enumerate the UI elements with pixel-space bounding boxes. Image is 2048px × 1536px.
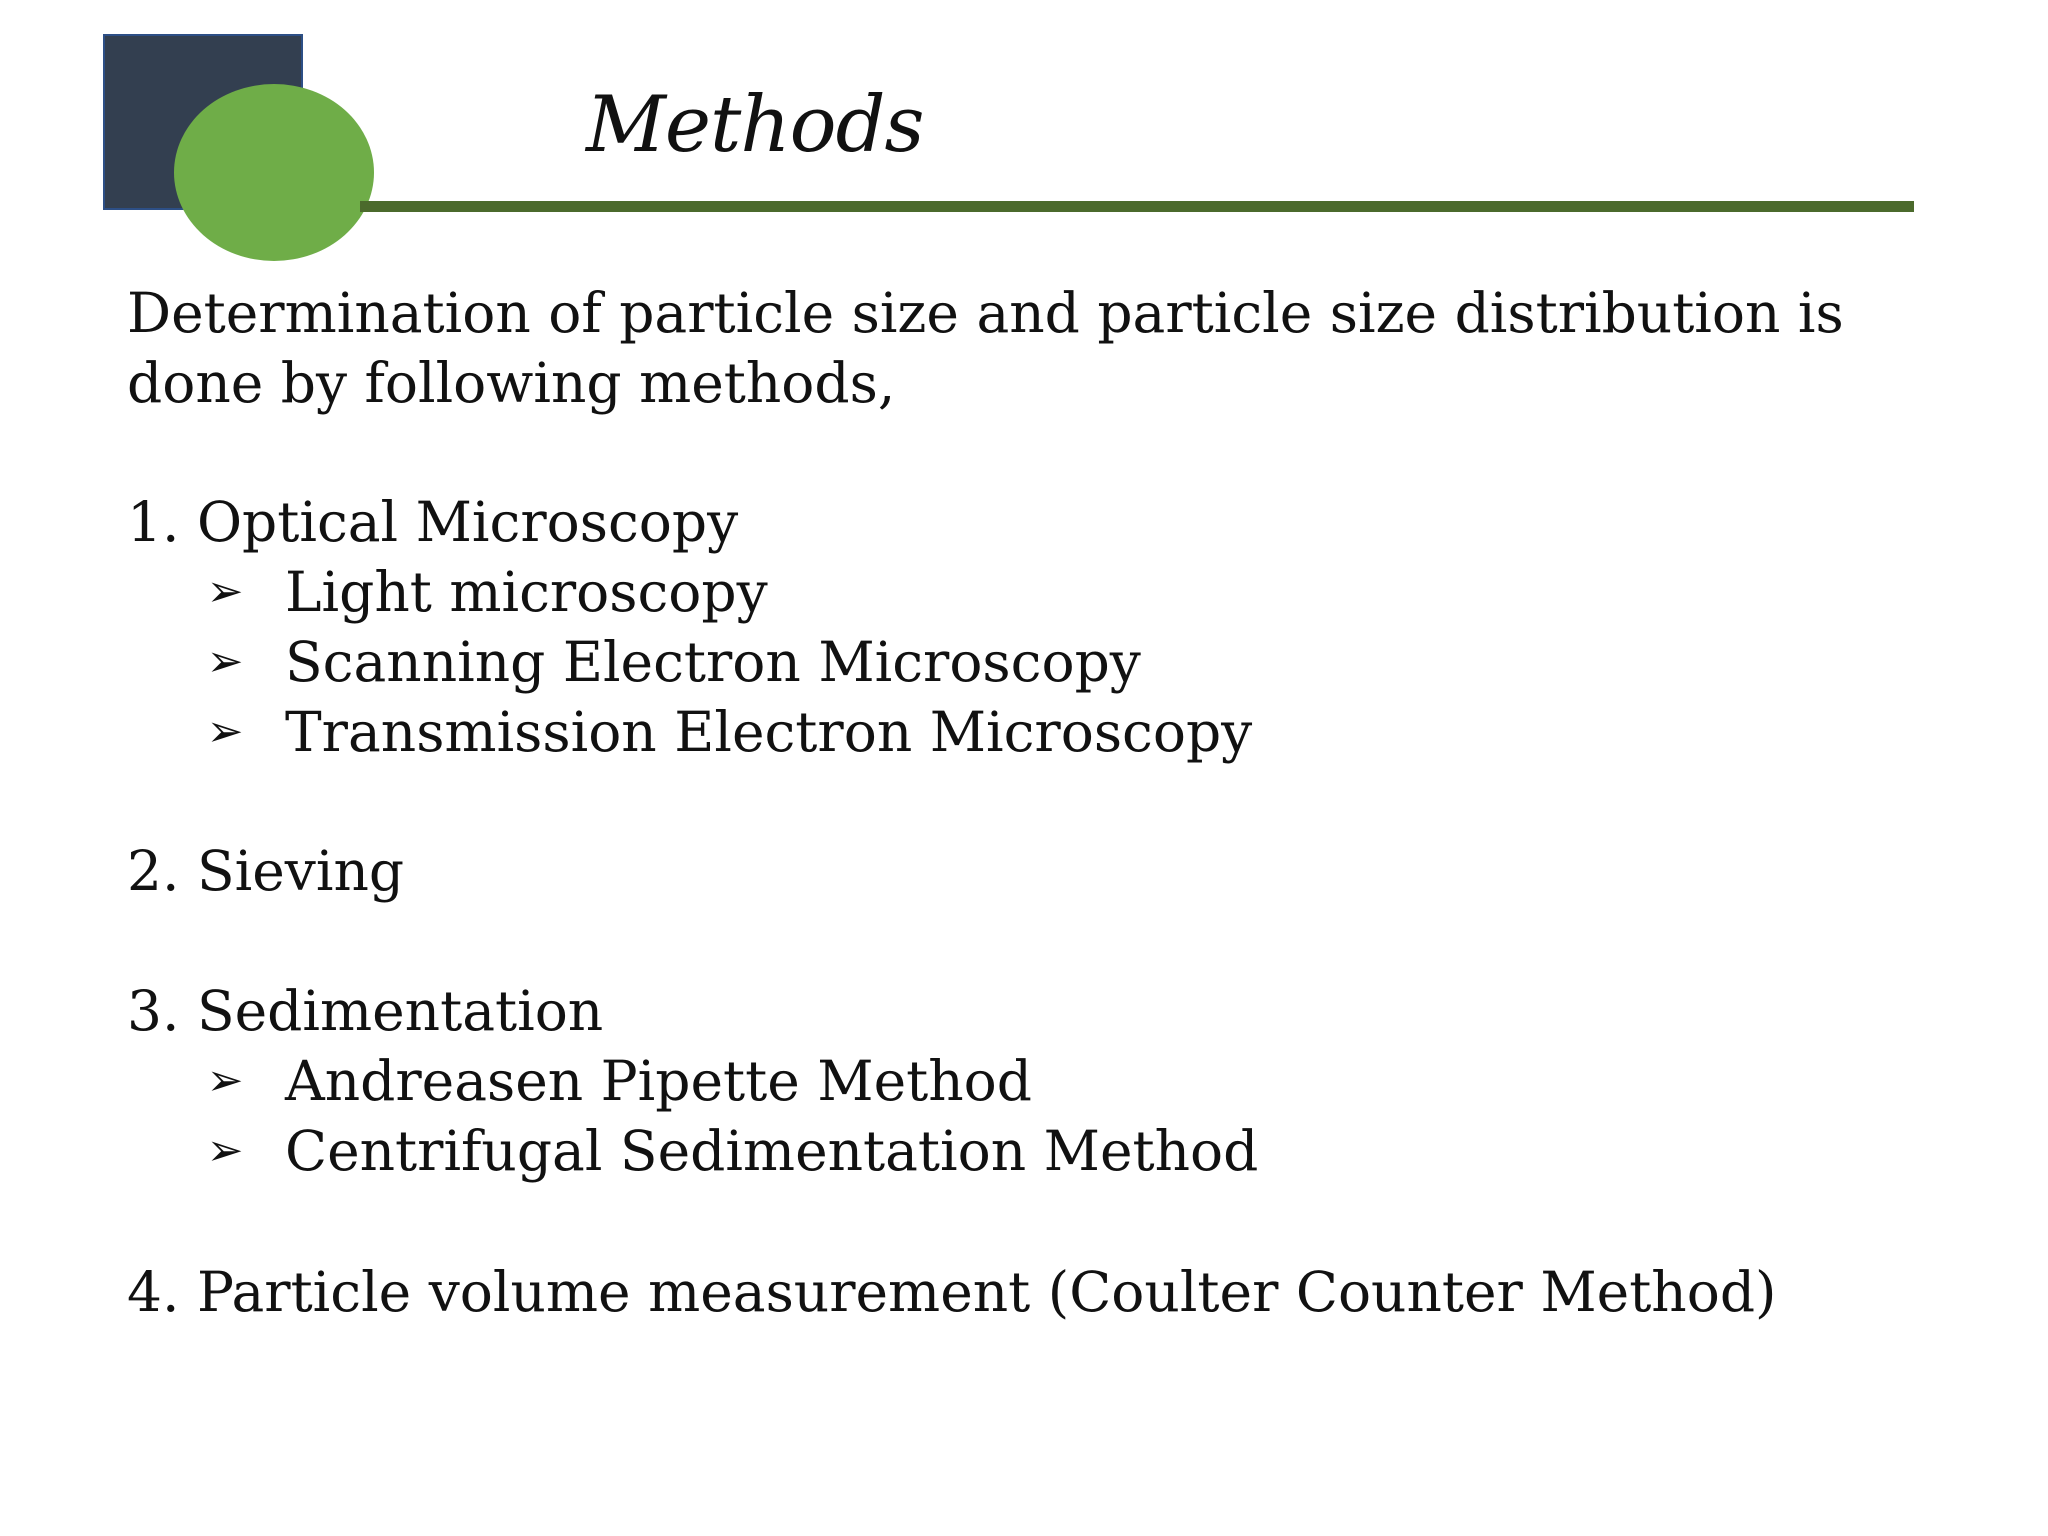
method-heading-optical-microscopy: 1. Optical Microscopy (127, 490, 739, 554)
arrow-bullet-icon: ➢ (206, 1055, 244, 1106)
list-item (205, 627, 1141, 697)
intro-text: Determination of particle size and particle size distribution is done by following methods, (127, 281, 1844, 415)
method-heading-coulter-counter: 4. Particle volume measurement (Coulter Counter Method) (127, 1260, 1777, 1324)
list-item (205, 557, 768, 627)
list-item-label: Transmission Electron Microscopy (285, 700, 1253, 764)
method-heading-sieving: 2. Sieving (127, 839, 405, 903)
arrow-bullet-icon: ➢ (206, 636, 244, 687)
list-item-label: Centrifugal Sedimentation Method (285, 1119, 1259, 1183)
list-item-label: Scanning Electron Microscopy (285, 630, 1141, 694)
slide-title: Methods (586, 80, 924, 170)
arrow-bullet-icon: ➢ (206, 706, 244, 757)
list-item-label: Andreasen Pipette Method (285, 1049, 1032, 1113)
decorative-circle (174, 84, 374, 261)
list-item (205, 1046, 1032, 1116)
list-item-label: Light microscopy (285, 560, 768, 624)
title-underline (360, 201, 1914, 212)
list-item (205, 697, 1252, 767)
method-heading-sedimentation: 3. Sedimentation (127, 979, 604, 1043)
arrow-bullet-icon: ➢ (206, 566, 244, 617)
list-item (205, 1116, 1258, 1186)
arrow-bullet-icon: ➢ (206, 1125, 244, 1176)
